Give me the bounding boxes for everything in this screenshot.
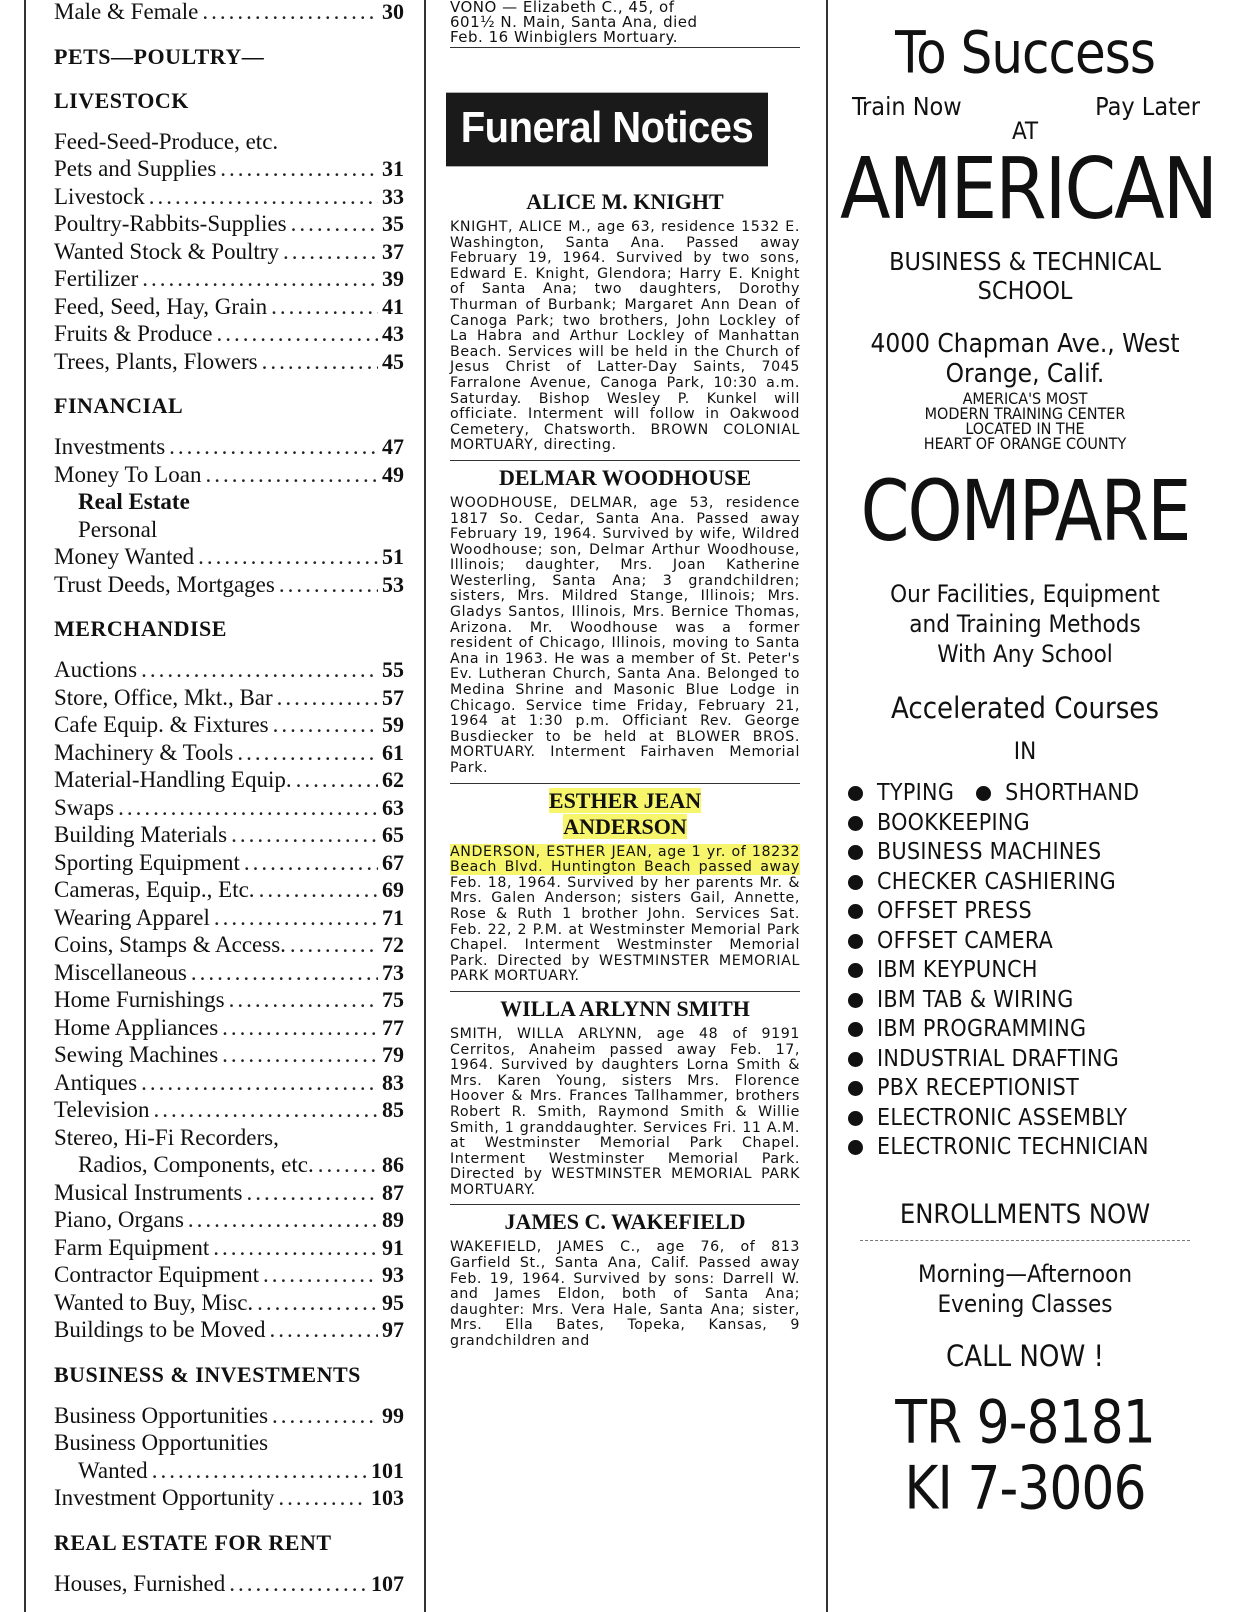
- index-number: 99: [382, 1402, 404, 1428]
- index-leader-dots: [237, 739, 378, 767]
- index-number: 31: [382, 156, 404, 181]
- index-row: [54, 183, 404, 211]
- index-label: Investment Opportunity: [54, 1485, 275, 1510]
- index-label: Pets and Supplies: [54, 156, 217, 181]
- index-label: Store, Office, Mkt., Bar: [54, 684, 273, 710]
- index-row: [54, 931, 404, 959]
- index-leader-dots: [318, 1151, 378, 1179]
- bullet-icon: [848, 1140, 863, 1155]
- index-label: Contractor Equipment: [54, 1262, 260, 1287]
- index-leader-dots: [271, 293, 378, 321]
- index-leader-dots: [198, 543, 378, 571]
- bullet-icon: [848, 934, 863, 949]
- index-category-heading: LIVESTOCK: [54, 87, 189, 113]
- index-label: Sporting Equipment: [54, 849, 240, 875]
- index-leader-dots: [290, 931, 378, 959]
- fragment-line: 601½ N. Main, Santa Ana, died: [450, 13, 698, 31]
- phone-number-1: TR 9-8181: [895, 1388, 1155, 1457]
- index-row: [54, 986, 404, 1014]
- bullet-icon: [848, 904, 863, 919]
- index-number: 51: [382, 544, 404, 569]
- course-name: BOOKKEEPING: [877, 809, 1031, 836]
- notice-name-line: ESTHER JEAN: [548, 787, 702, 813]
- index-leader-dots: [118, 794, 378, 822]
- funeral-notice: [450, 1204, 800, 1349]
- bullet-icon: [976, 786, 991, 801]
- index-label: Fruits & Produce: [54, 321, 213, 346]
- index-row: [54, 684, 404, 712]
- index-number: 75: [382, 987, 404, 1012]
- index-row: [54, 1570, 404, 1598]
- compare-heading: COMPARE: [860, 461, 1190, 561]
- index-number: 45: [382, 348, 404, 374]
- course-name: PBX RECEPTIONIST: [877, 1075, 1080, 1101]
- index-leader-dots: [272, 1402, 378, 1430]
- compare-line: With Any School: [937, 640, 1113, 668]
- index-leader-dots: [169, 433, 378, 461]
- course-item: [848, 1133, 1210, 1163]
- index-row: [54, 1124, 404, 1152]
- index-number: 71: [382, 904, 404, 930]
- index-category-heading: FINANCIAL: [54, 393, 184, 418]
- index-category-heading: PETS—POULTRY—: [54, 43, 265, 69]
- index-label: Television: [54, 1097, 150, 1122]
- index-number: 57: [382, 684, 404, 710]
- index-category-heading: BUSINESS & INVESTMENTS: [54, 1361, 361, 1387]
- index-row: [54, 1206, 404, 1234]
- column-rule-middle-right: [826, 0, 828, 1612]
- bullet-icon: [848, 845, 863, 860]
- index-number: 77: [382, 1014, 404, 1040]
- index-row: [54, 904, 404, 932]
- index-row: [54, 1402, 404, 1430]
- index-row: [54, 656, 404, 684]
- index-leader-dots: [262, 348, 378, 376]
- phone-number-2: KI 7-3006: [904, 1454, 1146, 1523]
- index-label: Male & Female: [54, 0, 199, 24]
- index-label: Trees, Plants, Flowers: [54, 348, 258, 374]
- index-label: Swaps: [54, 794, 115, 820]
- index-label: Coins, Stamps & Access.: [54, 932, 286, 957]
- course-name: ELECTRONIC TECHNICIAN: [877, 1134, 1149, 1160]
- index-label: Miscellaneous: [54, 959, 187, 985]
- funeral-notices-column: [450, 0, 800, 1350]
- classes-line: Morning—Afternoon: [917, 1259, 1133, 1288]
- index-number: 93: [382, 1262, 404, 1287]
- tagline-line: AMERICA'S MOST: [962, 389, 1088, 408]
- course-name: TYPING: [877, 780, 955, 806]
- index-label: Stereo, Hi-Fi Recorders,: [54, 1124, 279, 1150]
- index-leader-dots: [278, 1484, 367, 1512]
- course-name: IBM PROGRAMMING: [877, 1016, 1087, 1042]
- index-label: Houses, Furnished: [54, 1570, 226, 1596]
- compare-text: [840, 579, 1210, 669]
- index-label: Machinery & Tools: [54, 739, 234, 765]
- course-item: [848, 956, 1210, 986]
- index-label: Wanted to Buy, Misc.: [54, 1289, 254, 1315]
- funeral-notice: [450, 460, 800, 777]
- index-number: 101: [371, 1457, 404, 1483]
- index-label: Livestock: [54, 183, 145, 209]
- index-category-heading: REAL ESTATE FOR RENT: [54, 1529, 332, 1555]
- course-item: [848, 927, 1210, 957]
- index-number: 33: [382, 183, 404, 209]
- index-number: 103: [371, 1485, 404, 1510]
- index-row: [54, 1484, 404, 1512]
- index-number: 73: [382, 959, 404, 985]
- index-number: 83: [382, 1069, 404, 1095]
- index-row: [54, 571, 404, 599]
- pay-later-text: Pay Later: [1095, 92, 1200, 121]
- index-row: [54, 433, 404, 461]
- index-row: [54, 821, 404, 849]
- classes-text: [840, 1259, 1210, 1319]
- index-number: 47: [382, 434, 404, 459]
- index-leader-dots: [277, 684, 378, 712]
- index-number: 35: [382, 211, 404, 236]
- index-row: [54, 210, 404, 238]
- notice-text: SMITH, WILLA ARLYNN, age 48 of 9191 Cerritos, Anaheim passed away Feb. 17, 1964. Survived by daughters Lorna Smith & Mrs. Karen Young, sisters Mrs. Florence Hoover & Mrs. Frances Tallhammer, brothers Robert R. Smith, Raymond Smith & Willie Smith, 1 granddaughter. Services Fri. 11 A.M. at Westminster Memorial Park Chapel. Interment Westminster Memorial Park. Directed by WESTMINSTER MEMORIAL PARK MORTUARY.: [450, 1025, 800, 1198]
- index-row: [54, 238, 404, 266]
- index-leader-dots: [246, 1179, 378, 1207]
- index-label: Antiques: [54, 1069, 138, 1095]
- index-label: Business Opportunities: [54, 1402, 269, 1428]
- index-row: [54, 1316, 404, 1344]
- index-label: Material-Handling Equip.: [54, 767, 292, 792]
- index-row: [54, 516, 404, 544]
- course-name: IBM KEYPUNCH: [877, 957, 1038, 983]
- index-category-heading: MERCHANDISE: [54, 616, 227, 641]
- index-leader-dots: [202, 0, 378, 26]
- index-leader-dots: [205, 461, 378, 489]
- index-leader-dots: [263, 1261, 378, 1289]
- index-leader-dots: [273, 711, 378, 739]
- tagline-line: HEART OF ORANGE COUNTY: [923, 434, 1127, 453]
- course-item: [848, 1045, 1210, 1075]
- index-label: Wearing Apparel: [54, 904, 210, 930]
- course-name: ELECTRONIC ASSEMBLY: [877, 1104, 1128, 1131]
- call-now-text: CALL NOW !: [946, 1338, 1104, 1373]
- course-name: OFFSET PRESS: [877, 898, 1032, 924]
- index-number: 37: [382, 238, 404, 264]
- index-leader-dots: [220, 155, 378, 183]
- column-rule-middle-left: [424, 0, 426, 1612]
- course-name: BUSINESS MACHINES: [877, 839, 1102, 865]
- index-number: 43: [382, 321, 404, 346]
- index-label: Investments: [54, 434, 166, 459]
- index-leader-dots: [259, 876, 378, 904]
- index-row: [54, 1041, 404, 1069]
- index-number: 41: [382, 293, 404, 319]
- fragment-line: VONO — Elizabeth C., 45, of: [450, 0, 675, 16]
- index-leader-dots: [257, 1289, 378, 1317]
- course-name: CHECKER CASHIERING: [877, 868, 1116, 895]
- index-number: 63: [382, 794, 404, 820]
- accelerated-heading: Accelerated Courses: [891, 691, 1159, 725]
- index-row: [54, 739, 404, 767]
- index-row: [54, 1096, 404, 1124]
- course-name: INDUSTRIAL DRAFTING: [877, 1045, 1120, 1072]
- index-label: Sewing Machines: [54, 1042, 219, 1067]
- address-line-2: Orange, Calif.: [945, 359, 1105, 389]
- notice-text: WOODHOUSE, DELMAR, age 53, residence 1817 So. Cedar, Santa Ana. Passed away February 19, 1964. Survived by wife, Wildred Woodhouse; son, Delmar Arthur Woodhouse, Illinois; daughter, Mrs. Joan Katherine Westerling, Santa Ana; 3 grandchildren; sisters, Mrs. Mildred Stange, Illinois; Mrs. Gladys Santos, Illinois, Mrs. Bernice Thomas, Arizona. Mr. Woodhouse was a former resident of Chicago, Illinois, moving to Santa Ana in 1963. He was a member of St. Peter's Ev. Lutheran Church, Santa Ana. Belonged to Medina Shrine and Masonic Blue Lodge in Chicago. Service time Friday, February 21, 1964 at 1:30 p.m. Officiant Rev. George Busdiecker to be held at BLOWER BROS. MORTUARY. Interment Fairhaven Memorial Park.: [450, 494, 800, 776]
- bullet-icon: [848, 1022, 863, 1037]
- index-number: 85: [382, 1097, 404, 1122]
- enrollments-text: ENROLLMENTS NOW: [860, 1199, 1190, 1241]
- course-item: [848, 868, 1210, 898]
- index-row: [54, 959, 404, 987]
- index-leader-dots: [291, 210, 378, 238]
- notice-text: WAKEFIELD, JAMES C., age 76, of 813 Garfield St., Santa Ana, Calif. Passed away Feb. 19, 1964. Survived by sons: Darrell W. and James Eldon, both of Santa Ana; daughter: Mrs. Vera Hale, Santa Ana; sister, Mrs. Ella Bates, Topeka, Kansas, 9 grandchildren and: [450, 1239, 800, 1350]
- funeral-notice: [450, 783, 800, 985]
- index-label: Wanted: [78, 1457, 148, 1483]
- school-subtitle-1: BUSINESS & TECHNICAL: [889, 247, 1161, 276]
- fragment-line: Feb. 16 Winbiglers Mortuary.: [450, 30, 800, 48]
- notice-name: WILLA ARLYNN SMITH: [450, 991, 800, 1022]
- index-number: 61: [382, 739, 404, 765]
- course-item: [848, 838, 1210, 868]
- index-row: [54, 348, 404, 376]
- index-number: 97: [382, 1317, 404, 1342]
- school-name: AMERICAN: [840, 139, 1217, 239]
- index-row: [54, 1261, 404, 1289]
- index-label: Farm Equipment: [54, 1234, 210, 1260]
- index-leader-dots: [149, 183, 378, 211]
- notice-list: [450, 185, 800, 1350]
- index-label: Poultry-Rabbits-Supplies: [54, 211, 287, 236]
- course-item: [848, 1015, 1210, 1045]
- school-subtitle-2: SCHOOL: [977, 276, 1073, 305]
- index-leader-dots: [141, 1069, 378, 1097]
- index-label: Business Opportunities: [54, 1430, 269, 1455]
- index-leader-dots: [229, 1570, 367, 1598]
- school-advertisement: [840, 0, 1217, 1523]
- notice-name: DELMAR WOODHOUSE: [450, 460, 800, 491]
- bullet-icon: [848, 1111, 863, 1126]
- index-leader-dots: [213, 1234, 378, 1262]
- index-row: [54, 461, 404, 489]
- bullet-icon: [848, 993, 863, 1008]
- index-leader-dots: [296, 766, 378, 794]
- index-number: 91: [382, 1234, 404, 1260]
- notice-text: KNIGHT, ALICE M., age 63, residence 1532 E. Washington, Santa Ana. Passed away February 19, 1964. Survived by two sons, Edward E. Knight, Glendora; Harry E. Knight of Santa Ana; two daughters, Dorothy Thurman of Burbank; Margaret Ann Dean of Canoga Park; two brothers, John Lockley of La Habra and Arthur Lockley of Manhattan Beach. Services will be held in the Church of Jesus Christ of Latter-Day Saints, 7045 Farralone Avenue, Canoga Park, 10:30 a.m. Saturday. Bishop Wesley P. Kunkel will officiate. Interment will follow in Oakwood Cemetery, Chatsworth. BROWN COLONIAL MORTUARY, directing.: [450, 219, 800, 454]
- index-leader-dots: [283, 238, 378, 266]
- index-leader-dots: [142, 265, 378, 293]
- course-name: SHORTHAND: [1005, 780, 1140, 806]
- index-number: 86: [382, 1152, 404, 1177]
- index-row: [54, 1289, 404, 1317]
- funeral-notice: [450, 185, 800, 454]
- index-number: 53: [382, 571, 404, 597]
- tagline: [840, 391, 1210, 451]
- index-label: Fertilizer: [54, 266, 139, 291]
- index-leader-dots: [222, 1014, 378, 1042]
- index-leader-dots: [229, 986, 378, 1014]
- index-number: 59: [382, 712, 404, 737]
- index-label: Wanted Stock & Poultry: [54, 238, 279, 264]
- at-text: AT: [1011, 117, 1039, 145]
- index-label: Feed, Seed, Hay, Grain: [54, 293, 268, 319]
- highlighted-text: ANDERSON, ESTHER JEAN, age 1 yr. of 18232 Beach Blvd. Huntington Beach passed away: [450, 843, 800, 876]
- notice-name: ALICE M. KNIGHT: [526, 189, 724, 214]
- index-number: 69: [382, 877, 404, 902]
- course-name: OFFSET CAMERA: [877, 927, 1054, 954]
- index-row: [54, 1457, 404, 1485]
- notice-name-line: ANDERSON: [563, 813, 687, 839]
- index-label: Auctions: [54, 657, 138, 682]
- index-label: Home Furnishings: [54, 987, 225, 1012]
- index-number: 67: [382, 849, 404, 875]
- compare-line: Our Facilities, Equipment: [890, 580, 1160, 608]
- index-row: [54, 155, 404, 183]
- in-text: IN: [1013, 737, 1037, 765]
- course-name: IBM TAB & WIRING: [877, 986, 1074, 1013]
- index-leader-dots: [153, 1096, 378, 1124]
- index-leader-dots: [231, 821, 378, 849]
- index-row: [54, 1179, 404, 1207]
- course-item: [848, 986, 1210, 1016]
- column-rule-left: [24, 0, 26, 1612]
- index-number: 55: [382, 657, 404, 682]
- course-item: [848, 779, 1210, 809]
- index-leader-dots: [244, 849, 378, 877]
- index-row: [54, 711, 404, 739]
- index-label: Musical Instruments: [54, 1179, 243, 1205]
- tagline-line: LOCATED IN THE: [965, 419, 1085, 438]
- index-number: 62: [382, 767, 404, 792]
- index-row: [54, 1069, 404, 1097]
- course-list: [840, 779, 1210, 1163]
- course-item: [848, 809, 1210, 839]
- index-row: [54, 543, 404, 571]
- index-number: 107: [371, 1570, 404, 1596]
- index-leader-dots: [269, 1316, 378, 1344]
- index-row: [54, 794, 404, 822]
- classes-line: Evening Classes: [937, 1289, 1113, 1318]
- index-label: Piano, Organs: [54, 1207, 184, 1232]
- index-row: [54, 265, 404, 293]
- index-row: [54, 1234, 404, 1262]
- index-row: [54, 876, 404, 904]
- index-number: 95: [382, 1289, 404, 1315]
- ad-headline: To Success: [895, 19, 1155, 87]
- index-label: Feed-Seed-Produce, etc.: [54, 128, 279, 154]
- index-number: 39: [382, 266, 404, 291]
- index-row: [54, 1014, 404, 1042]
- bullet-icon: [848, 1081, 863, 1096]
- previous-notice-fragment: [450, 0, 800, 48]
- index-row: [54, 849, 404, 877]
- index-label: Cameras, Equip., Etc.: [54, 877, 255, 902]
- index-label: Radios, Components, etc.: [78, 1152, 314, 1177]
- index-leader-dots: [152, 1457, 367, 1485]
- index-row: [54, 320, 404, 348]
- index-row: [54, 1429, 404, 1457]
- notice-name: [450, 783, 800, 840]
- index-row: [54, 488, 404, 516]
- index-label: Real Estate: [78, 489, 190, 514]
- funeral-notices-banner: Funeral Notices: [446, 93, 768, 167]
- index-label: Home Appliances: [54, 1014, 219, 1040]
- funeral-notice: [450, 991, 800, 1199]
- index-number: 65: [382, 822, 404, 847]
- index-number: 79: [382, 1042, 404, 1067]
- index-label: Building Materials: [54, 822, 228, 847]
- index-leader-dots: [214, 904, 378, 932]
- bullet-icon: [848, 1052, 863, 1067]
- bullet-icon: [848, 786, 863, 801]
- index-label: Buildings to be Moved: [54, 1317, 266, 1342]
- notice-text: [450, 845, 800, 985]
- index-number: 87: [382, 1179, 404, 1205]
- index-row: [54, 293, 404, 321]
- course-item: [848, 897, 1210, 927]
- index-label: Money Wanted: [54, 544, 195, 569]
- bullet-icon: [848, 816, 863, 831]
- index-label: Trust Deeds, Mortgages: [54, 571, 275, 597]
- index-number: 49: [382, 461, 404, 487]
- classified-index: [54, 0, 404, 1597]
- index-label: Cafe Equip. & Fixtures: [54, 712, 269, 737]
- notice-name: JAMES C. WAKEFIELD: [450, 1204, 800, 1235]
- index-number: 30: [382, 0, 404, 24]
- notice-text-rest: Feb. 18, 1964. Survived by her parents Mr. & Mrs. Galen Anderson; sisters Gail, Annette, Rose & Ruth 1 brother John. Services Sat. Feb. 22, 2 P.M. at Westminster Memorial Park Chapel. Interment Westminster Memorial Park. Directed by WESTMINSTER MEMORIAL PARK MORTUARY.: [450, 874, 800, 985]
- index-leader-dots: [279, 571, 378, 599]
- bullet-icon: [848, 875, 863, 890]
- index-row: [54, 0, 404, 26]
- index-row: [54, 128, 404, 156]
- index-leader-dots: [216, 320, 378, 348]
- course-item: [848, 1074, 1210, 1104]
- course-item: [848, 1104, 1210, 1134]
- train-now-text: Train Now: [852, 92, 962, 121]
- address-line-1: 4000 Chapman Ave., West: [870, 329, 1180, 359]
- index-row: [54, 1151, 404, 1179]
- tagline-line: MODERN TRAINING CENTER: [924, 404, 1126, 423]
- index-leader-dots: [141, 656, 378, 684]
- index-leader-dots: [191, 959, 378, 987]
- compare-line: and Training Methods: [909, 610, 1141, 638]
- index-label: Money To Loan: [54, 461, 202, 487]
- index-label: Personal: [78, 516, 158, 542]
- index-number: 89: [382, 1207, 404, 1232]
- index-leader-dots: [188, 1206, 378, 1234]
- index-leader-dots: [222, 1041, 378, 1069]
- index-row: [54, 766, 404, 794]
- index-number: 72: [382, 932, 404, 957]
- bullet-icon: [848, 963, 863, 978]
